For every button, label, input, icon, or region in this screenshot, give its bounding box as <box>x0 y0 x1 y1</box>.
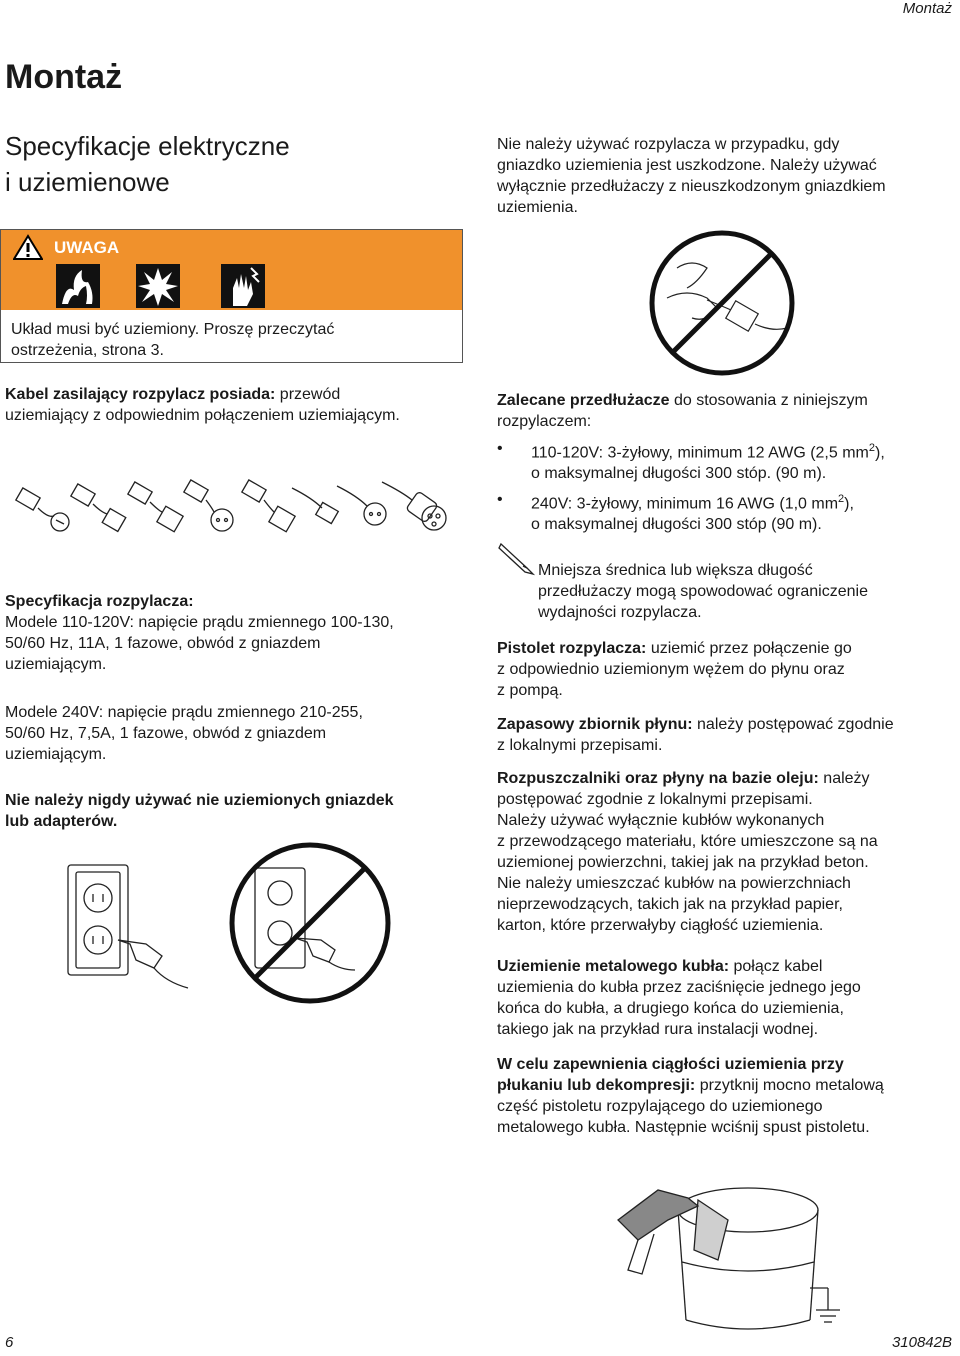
solvents-line7: nieprzewodzących, takich jak na przykład papier, <box>497 896 843 913</box>
spec-240-line2: 50/60 Hz, 7,5A, 1 fazowe, obwód z gniazdem <box>5 725 327 742</box>
warning-triangle-icon <box>13 234 43 260</box>
spray-gun-bold: Pistolet rozpylacza: <box>497 640 647 657</box>
spec-paragraph-240v <box>5 702 465 765</box>
damaged-outlet-paragraph <box>497 134 957 218</box>
bullet-240v-a: 240V: 3-żyłowy, minimum 16 AWG (1,0 mm <box>531 495 839 513</box>
grounded-outlet-illustration <box>58 860 208 1000</box>
warning-title: UWAGA <box>54 238 120 257</box>
cord-paragraph <box>5 384 465 426</box>
no-adapters-warning <box>5 790 465 832</box>
spray-gun-line2: z odpowiednio uziemionym wężem do płynu oraz <box>497 661 845 678</box>
no-adapters-line1: Nie należy nigdy używać nie uziemionych gniazdek <box>5 792 394 809</box>
solvents-line2: postępować zgodnie z lokalnymi przepisami. <box>497 791 813 808</box>
spec-line1: Modele 110-120V: napięcie prądu zmiennego 100-130, <box>5 614 394 631</box>
electric-shock-hazard-icon <box>221 264 265 308</box>
supply-tank-bold: Zapasowy zbiornik płynu: <box>497 716 693 733</box>
flushing-paragraph <box>497 1054 957 1138</box>
metal-pail-text: połącz kabel <box>729 958 823 975</box>
ungrounded-outlet-prohibited-illustration <box>225 838 395 1008</box>
bullet-110v-c: o maksymalnej długości 300 stóp. (90 m). <box>531 465 827 483</box>
metal-pail-paragraph <box>497 956 957 1040</box>
flushing-line1: W celu zapewnienia ciągłości uziemienia przy <box>497 1056 844 1073</box>
power-cord-plugs-illustration <box>12 478 462 543</box>
solvents-line4: z przewodzącego materiału, które umieszczone są na <box>497 833 878 850</box>
bullet-240v-sup: 2 <box>838 493 845 505</box>
supply-tank-text: należy postępować zgodnie <box>692 716 894 733</box>
damaged-line2: gniazdko uziemienia jest uszkodzone. Należy używać <box>497 157 877 174</box>
solvents-bold: Rozpuszczalniki oraz płyny na bazie oleju: <box>497 770 819 787</box>
note-line2: przedłużaczy mogą spowodować ograniczenie <box>538 583 868 600</box>
section-title <box>5 128 405 200</box>
page-title: Montaż <box>5 58 123 96</box>
spec-line2: 50/60 Hz, 11A, 1 fazowe, obwód z gniazdem <box>5 635 321 652</box>
warning-header <box>1 230 462 310</box>
warning-text <box>11 319 451 361</box>
metal-pail-bold: Uziemienie metalowego kubła: <box>497 958 730 975</box>
note-line3: wydajności rozpylacza. <box>538 604 702 621</box>
no-adapters-line2: lub adapterów. <box>5 813 118 830</box>
damaged-line1: Nie należy używać rozpylacza w przypadku, gdy <box>497 136 840 153</box>
extension-cords-paragraph <box>497 390 957 432</box>
solvents-text: należy <box>818 770 870 787</box>
bullet-110v-a: 110-120V: 3-żyłowy, minimum 12 AWG (2,5 mm <box>531 444 869 462</box>
section-title-line2: i uziemienowe <box>5 167 170 197</box>
solvents-line3: Należy używać wyłącznie kubłów wykonanych <box>497 812 825 829</box>
bullet-240v-text <box>531 489 956 535</box>
spray-gun-pail-illustration <box>598 1170 848 1340</box>
damaged-line3: wyłącznie przedłużaczy z nieuszkodzonym gniazdkiem <box>497 178 886 195</box>
warning-text-line1: Układ musi być uziemiony. Proszę przeczytać <box>11 321 335 338</box>
cord-bold: Kabel zasilający rozpylacz posiada: <box>5 386 276 403</box>
supply-tank-paragraph <box>497 714 957 756</box>
warning-text-line2: ostrzeżenia, strona 3. <box>11 342 164 359</box>
section-title-line1: Specyfikacje elektryczne <box>5 131 290 161</box>
spray-gun-line3: z pompą. <box>497 682 563 699</box>
damaged-line4: uziemienia. <box>497 199 578 216</box>
extension-line2: rozpylaczem: <box>497 413 592 430</box>
solvents-line8: karton, które przerwałyby ciągłość uziemienia. <box>497 917 824 934</box>
bullet-dot: • <box>497 491 503 508</box>
spec-heading: Specyfikacja rozpylacza: <box>5 593 194 610</box>
bullet-110v <box>497 438 957 482</box>
spec-240-line1: Modele 240V: napięcie prądu zmiennego 210-255, <box>5 704 363 721</box>
spec-paragraph-110v <box>5 591 465 675</box>
note-line1: Mniejsza średnica lub większa długość <box>538 562 813 579</box>
bullet-110v-text <box>531 438 956 484</box>
flushing-text: przytknij mocno metalową <box>695 1077 884 1094</box>
bullet-240v <box>497 489 957 533</box>
cord-line2: uziemiający z odpowiednim połączeniem uziemiającym. <box>5 407 400 424</box>
extension-text: do stosowania z niniejszym <box>669 392 868 409</box>
cord-text: przewód <box>275 386 341 403</box>
bullet-240v-b: ), <box>844 495 854 513</box>
bullet-240v-c: o maksymalnej długości 300 stóp (90 m). <box>531 516 822 534</box>
page-number: 6 <box>5 1334 14 1351</box>
warning-box <box>0 229 463 363</box>
flushing-bold: płukaniu lub dekompresji: <box>497 1077 696 1094</box>
note-paragraph <box>538 560 958 623</box>
spray-gun-text: uziemić przez połączenie go <box>646 640 852 657</box>
explosion-hazard-icon <box>136 264 180 308</box>
spec-240-line3: uziemiającym. <box>5 746 107 763</box>
solvents-line5: uziemionej powierzchni, takiej jak na przykład beton. <box>497 854 869 871</box>
bullet-dot: • <box>497 440 503 457</box>
fire-hazard-icon <box>56 264 100 308</box>
metal-pail-line3: końca do kubła, a drugiego końca do uziemienia, <box>497 1000 844 1017</box>
flushing-line4: metalowego kubła. Następnie wciśnij spust pistoletu. <box>497 1119 870 1136</box>
running-header: Montaż <box>902 0 952 17</box>
extension-bold: Zalecane przedłużacze <box>497 392 670 409</box>
spray-gun-paragraph <box>497 638 957 701</box>
document-number: 310842B <box>891 1334 952 1351</box>
flushing-line3: część pistoletu rozpylającego do uziemionego <box>497 1098 823 1115</box>
damaged-cord-prohibited-illustration <box>647 228 797 378</box>
solvents-paragraph <box>497 768 957 936</box>
solvents-line6: Nie należy umieszczać kubłów na powierzchniach <box>497 875 851 892</box>
supply-tank-line2: z lokalnymi przepisami. <box>497 737 663 754</box>
metal-pail-line2: uziemienia do kubła przez zaciśnięcie jednego jego <box>497 979 861 996</box>
note-pencil-icon <box>497 538 537 578</box>
spec-line3: uziemiającym. <box>5 656 107 673</box>
metal-pail-line4: takiego jak na przykład rura instalacji wodnej. <box>497 1021 819 1038</box>
bullet-110v-b: ), <box>875 444 885 462</box>
bullet-110v-sup: 2 <box>868 442 875 454</box>
